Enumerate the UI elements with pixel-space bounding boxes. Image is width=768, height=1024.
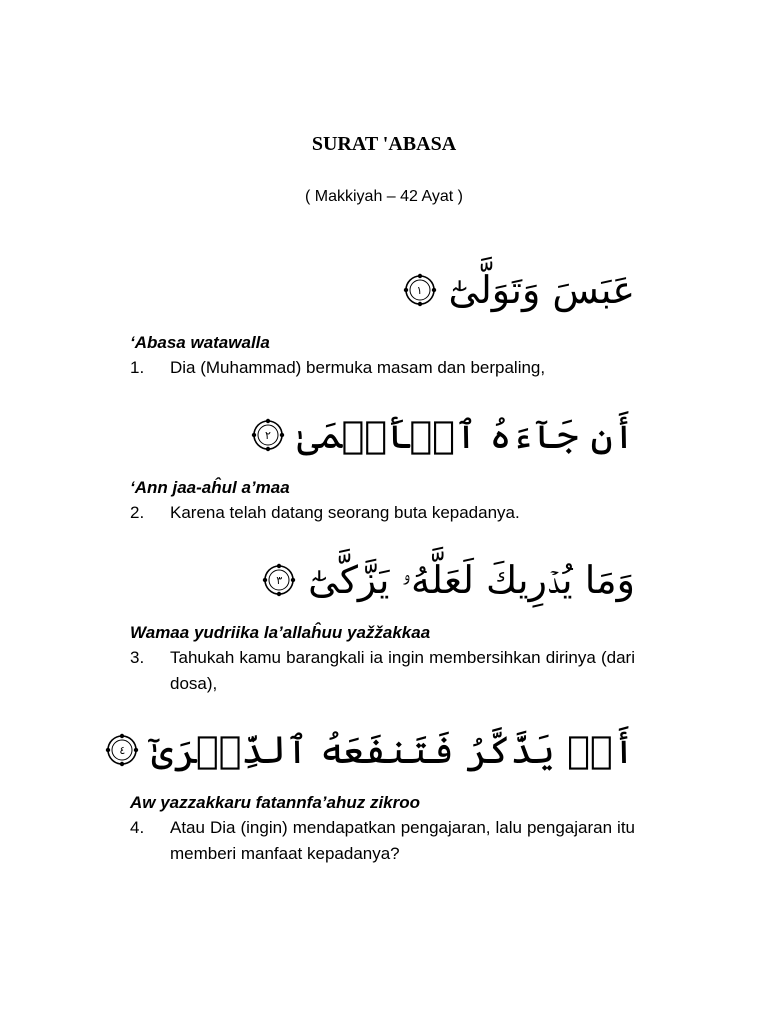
verse-marker-number: ٣	[276, 573, 283, 587]
page-subtitle: ( Makkiyah – 42 Ayat )	[305, 188, 463, 205]
arabic-line	[130, 545, 635, 615]
verse-end-marker-icon	[262, 563, 296, 597]
arabic-line	[119, 715, 635, 785]
verse-3	[130, 545, 635, 697]
translation-text: Atau Dia (ingin) mendapatkan pengajaran, lalu pengajaran itu memberi manfaat kepadanya?	[170, 818, 635, 863]
verse-number: 3.	[130, 648, 145, 667]
verse-number: 1.	[130, 358, 145, 377]
verse-marker-number: ٤	[119, 743, 126, 757]
transliteration: Wamaa yudriika la’allaĥuu yažžakkaa	[130, 623, 431, 642]
verse-end-marker-icon	[403, 273, 437, 307]
arabic-line	[130, 400, 635, 470]
verse-4	[119, 715, 635, 867]
verse-1	[130, 255, 635, 381]
transliteration: ‘Abasa watawalla	[130, 333, 270, 352]
page-title: SURAT 'ABASA	[311, 133, 457, 155]
translation-text: Tahukah kamu barangkali ia ingin membersihkan dirinya (dari dosa),	[170, 648, 635, 693]
translation-text: Karena telah datang seorang buta kepadanya.	[170, 503, 520, 522]
verse-marker-number: ١	[416, 283, 423, 297]
verse-number: 2.	[130, 503, 145, 522]
transliteration: ‘Ann jaa-aĥul a’maa	[130, 478, 290, 497]
transliteration: Aw yazzakkaru fatannfa’ahuz zikroo	[130, 793, 421, 812]
arabic-verse-text: أَوۡ يَذَّكَّرُ فَتَنفَعَهُ ٱلذِّكۡرَىٰٓ	[151, 728, 635, 772]
verse-number: 4.	[130, 818, 145, 837]
translation	[130, 815, 635, 867]
arabic-verse-text: وَمَا يُدۡرِيكَ لَعَلَّهُۥ يَزَّكَّىٰٓ	[308, 558, 635, 602]
verse-marker-number: ٢	[265, 428, 271, 442]
translation	[130, 645, 635, 697]
translation-text: Dia (Muhammad) bermuka masam dan berpaling,	[170, 358, 546, 377]
translation	[130, 355, 635, 381]
verse-2	[130, 400, 635, 526]
translation	[130, 500, 635, 526]
verse-end-marker-icon	[105, 733, 139, 767]
arabic-verse-text: عَبَسَ وَتَوَلَّىٰٓ	[448, 268, 635, 312]
verse-end-marker-icon	[251, 418, 285, 452]
arabic-line	[130, 255, 635, 325]
arabic-verse-text: أَن جَآءَهُ ٱلۡأَعۡمَىٰ	[296, 413, 635, 457]
